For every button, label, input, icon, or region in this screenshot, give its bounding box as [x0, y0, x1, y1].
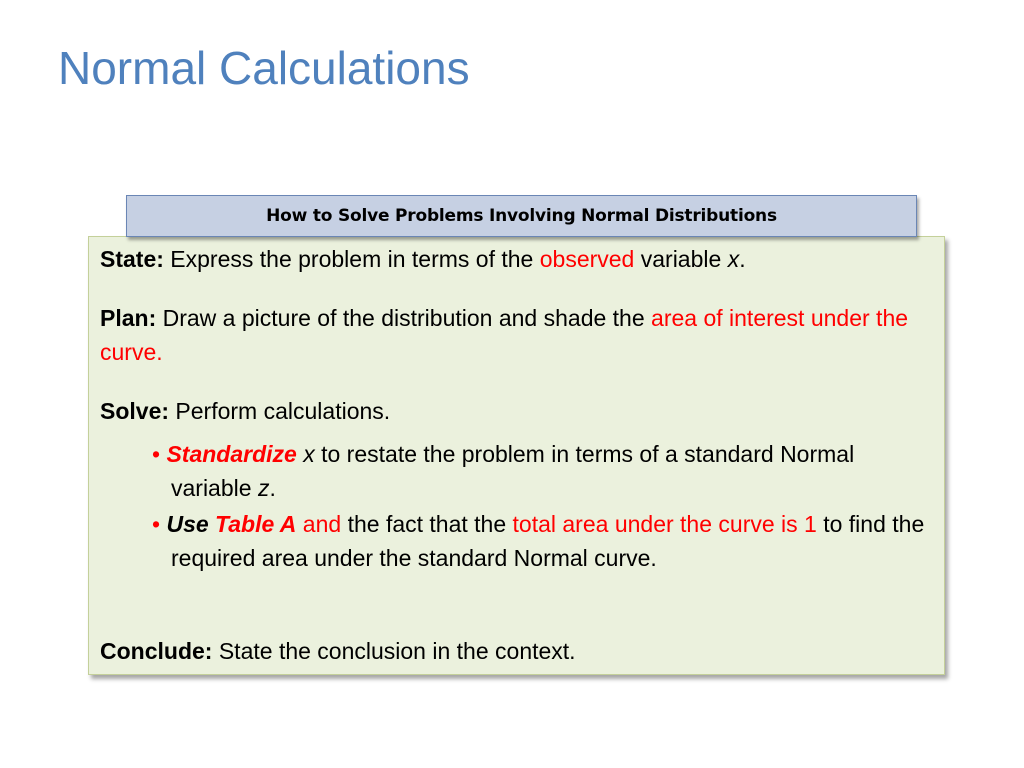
bullet-use-emph: Use: [166, 511, 209, 537]
plan-text-1: Draw a picture of the distribution and shade the: [156, 305, 652, 331]
bullet-standardize-var: x: [303, 441, 315, 467]
slide-title: Normal Calculations: [58, 42, 470, 94]
bullet-standardize-end: .: [269, 475, 276, 501]
solve-text-1: Perform calculations.: [169, 398, 391, 424]
bullet-marker: •: [152, 511, 161, 537]
header-text: How to Solve Problems Involving Normal Distributions: [266, 206, 777, 226]
plan-highlight: area of interest under the curve.: [100, 305, 909, 365]
bullet-marker: •: [152, 441, 161, 467]
conclude-step: [100, 634, 920, 668]
solve-label: Solve:: [100, 398, 170, 424]
state-text-1: Express the problem in terms of the: [163, 246, 540, 272]
bullet-use-table: [152, 507, 927, 575]
state-var: x: [727, 246, 740, 272]
state-highlight: observed: [539, 246, 635, 272]
bullet-joiner: and: [296, 511, 342, 537]
bullet-use-text-2: to find the required area under the standard Normal curve.: [171, 511, 925, 571]
bullet-table-emph: Table A: [215, 511, 297, 537]
bullet-use-highlight: total area under the curve is 1: [512, 511, 817, 537]
bullet-standardize-text: to restate the problem in terms of a standard Normal variable: [171, 441, 855, 501]
plan-step: [100, 301, 920, 369]
plan-label: Plan:: [100, 305, 157, 331]
conclude-label: Conclude:: [100, 638, 213, 664]
solve-step: [100, 394, 920, 428]
bullet-standardize-emph: Standardize: [166, 441, 297, 467]
state-text-2: variable: [634, 246, 728, 272]
bullet-use-text-1: the fact that the: [341, 511, 513, 537]
state-end: .: [739, 246, 746, 272]
state-label: State:: [100, 246, 164, 272]
bullet-standardize-var2: z: [257, 475, 270, 501]
conclude-text-1: State the conclusion in the context.: [212, 638, 576, 664]
state-step: [100, 242, 920, 276]
bullet-standardize: [152, 437, 927, 505]
header-box: [126, 195, 917, 237]
